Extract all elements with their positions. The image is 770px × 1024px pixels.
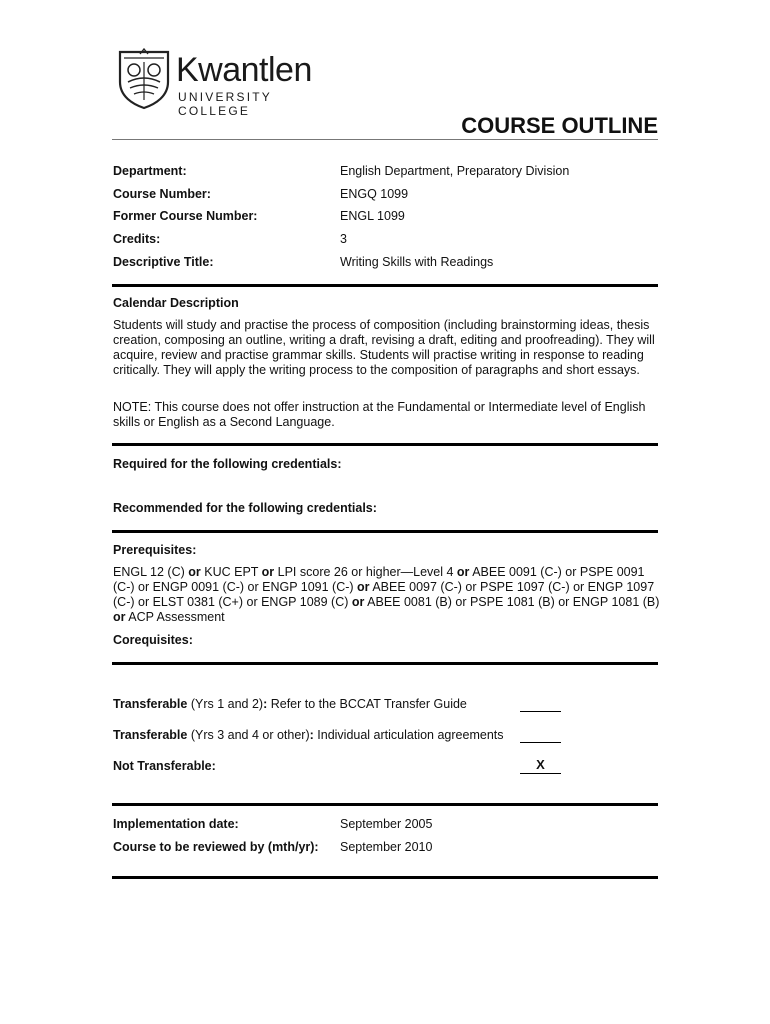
prereq-text-run: ABEE 0097 (C-) or PSPE 1097 (C-) or ENGP 1097 (C-) or ELST 0381 (C+) or ENGP 1089 (C) [113,580,655,609]
recommended-credentials: Recommended for the following credentials: [113,501,377,515]
section-divider-4 [112,662,658,665]
descriptive-title-value: Writing Skills with Readings [340,255,494,269]
transfer-1-detail: Refer to the BCCAT Transfer Guide [267,697,467,711]
transfer-1-blank [520,711,561,712]
logo-subtitle: UNIVERSITY COLLEGE [178,90,272,118]
prereq-or-keyword: or [261,565,275,579]
prereq-text-run: KUC EPT [200,565,262,579]
prereq-text-run: ABEE 0081 (B) or PSPE 1081 (B) or ENGP 1081 (B) [364,595,660,609]
credits-label: Credits: [113,232,161,246]
prerequisites-text [113,565,661,625]
former-course-number-label: Former Course Number: [113,209,258,223]
section-divider-1 [112,284,658,287]
prereq-text-run: ENGL 12 (C) [113,565,189,579]
transfer-2-blank [520,742,561,743]
implementation-date-value: September 2005 [340,817,433,831]
calendar-note: NOTE: This course does not offer instruction at the Fundamental or Intermediate level of English skills or English as a Second Language. [113,400,646,429]
transfer-1-colon: : [263,697,268,711]
department-value: English Department, Preparatory Division [340,164,570,178]
calendar-heading: Calendar Description [113,296,239,310]
credits-value: 3 [340,232,347,246]
prereq-or-keyword: or [188,565,201,579]
transfer-1-label: Transferable [113,697,188,711]
required-credentials: Required for the following credentials: [113,457,342,471]
course-number-label: Course Number: [113,187,211,201]
page-title: COURSE OUTLINE [461,113,658,138]
transfer-2-label: Transferable [113,728,188,742]
not-transferable-mark: X [520,757,561,774]
section-divider-2 [112,443,658,446]
transfer-2-years: (Yrs 3 and 4 or other) [187,728,310,742]
prereq-or-keyword: or [357,580,370,594]
course-number-value: ENGQ 1099 [340,187,409,201]
section-divider-5 [112,803,658,806]
section-divider-6 [112,876,658,879]
not-transferable-label: Not Transferable: [113,759,216,773]
header-divider [112,139,658,140]
prereq-or-keyword: or [456,565,470,579]
descriptive-title-label: Descriptive Title: [113,255,214,269]
prerequisites-heading: Prerequisites: [113,543,197,557]
kwantlen-logo [116,48,326,118]
department-label: Department: [113,164,187,178]
calendar-description: Students will study and practise the process of composition (including brainstorming ideas, thesis creation, composing an outline, writing a draft, revising a draft, editing and proofreading). They will acquire, review and practise grammar skills. Students will practise writing in response to reading critically. They will apply the writing process to the composition of paragraphs and short essays. [113,318,655,377]
implementation-date-label: Implementation date: [113,817,239,831]
logo-name: Kwantlen [176,51,312,89]
crest-icon [116,48,172,110]
review-date-value: September 2010 [340,840,433,854]
prereq-or-keyword: or [351,595,365,609]
transfer-row-1 [113,696,467,712]
prereq-text-run: ABEE 0091 (C-) or PSPE 0091 (C-) or ENGP 0091 (C-) or ENGP 1091 (C-) [113,565,645,594]
corequisites-heading: Corequisites: [113,633,193,647]
section-divider-3 [112,530,658,533]
transfer-1-years: (Yrs 1 and 2) [187,697,264,711]
prereq-text-run: LPI score 26 or higher—Level 4 [274,565,457,579]
transfer-2-detail: Individual articulation agreements [313,728,504,742]
transfer-row-2 [113,727,504,743]
prereq-text-run: ACP Assessment [125,610,225,624]
transfer-2-colon: : [309,728,314,742]
review-date-label: Course to be reviewed by (mth/yr): [113,840,319,854]
former-course-number-value: ENGL 1099 [340,209,405,223]
prereq-or-keyword: or [113,610,126,624]
